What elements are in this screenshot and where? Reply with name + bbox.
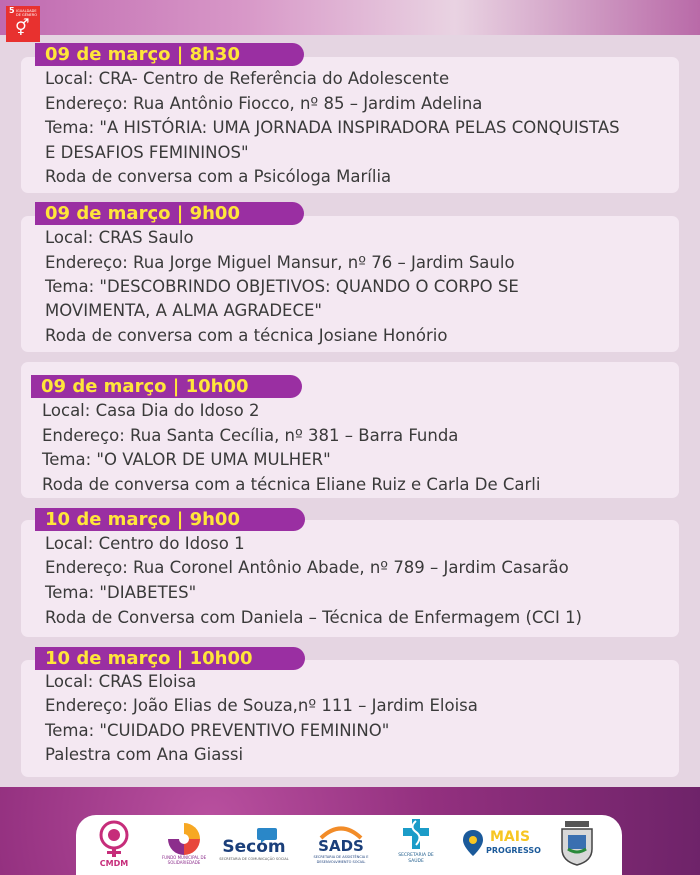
sads-sublabel: SECRETARIA DE ASSISTÊNCIA E DESENVOLVIMENTO SOCIAL [313,855,369,864]
event-date-1: 09 de março | 8h30 [35,43,304,66]
event-3-description: Roda de conversa com a técnica Eliane Ruiz e Carla De Carli [42,475,541,494]
event-2-description: Roda de conversa com a técnica Josiane Honório [45,326,448,345]
secom-sublabel: SECRETARIA DE COMUNICAÇÃO SOCIAL [219,857,289,861]
municipal-coat-of-arms-logo [554,815,600,875]
event-date-2: 09 de março | 9h00 [35,202,304,225]
event-5-theme: Tema: "CUIDADO PREVENTIVO FEMININO" [45,721,390,740]
fundo-solidariedade-label: FUNDO MUNICIPAL DE SOLIDARIEDADE [161,855,207,865]
cmdm-label: CMDM [99,859,129,868]
event-1-theme: Tema: "A HISTÓRIA: UMA JORNADA INSPIRADORA PELAS CONQUISTAS [45,118,620,137]
progresso-label: PROGRESSO [486,846,541,855]
secom-label: Secom [222,837,286,857]
event-4-local: Local: Centro do Idoso 1 [45,534,245,553]
sads-logo [308,815,374,875]
event-3-local: Local: Casa Dia do Idoso 2 [42,401,260,420]
event-4-description: Roda de Conversa com Daniela – Técnica de Enfermagem (CCI 1) [45,608,582,627]
mais-progresso-logo [460,815,541,875]
event-2-theme-cont: MOVIMENTA, A ALMA AGRADECE" [45,301,322,320]
sdg-goal-5-badge [6,6,40,42]
event-4-theme: Tema: "DIABETES" [45,583,197,602]
secretaria-saude-logo [394,815,438,875]
event-5-description: Palestra com Ana Giassi [45,745,244,764]
event-5-address: Endereço: João Elias de Souza,nº 111 – Jardim Eloisa [45,696,478,715]
sdg-number: 5 [9,6,15,15]
sads-label: SADS [318,837,364,855]
header-photo-strip [0,0,700,40]
cmdm-emblem-icon [94,819,134,863]
coat-of-arms-icon [557,821,597,867]
event-3-address: Endereço: Rua Santa Cecília, nº 381 – Barra Funda [42,426,459,445]
gender-equality-icon: ⚥ [15,18,30,37]
event-date-3: 09 de março | 10h00 [31,375,302,398]
event-2-theme: Tema: "DESCOBRINDO OBJETIVOS: QUANDO O CORPO SE [45,277,519,296]
health-caduceus-icon [401,817,431,851]
event-2-local: Local: CRAS Saulo [45,228,194,247]
cmdm-logo [94,815,134,875]
event-1-address: Endereço: Rua Antônio Fiocco, nº 85 – Jardim Adelina [45,94,483,113]
event-date-5: 10 de março | 10h00 [35,647,305,670]
event-5-local: Local: CRAS Eloisa [45,672,197,691]
secretaria-saude-label: SECRETARIA DE SAÚDE [398,853,434,864]
event-date-4: 10 de março | 9h00 [35,508,305,531]
event-1-local: Local: CRA- Centro de Referência do Adolescente [45,69,450,88]
sponsor-logos-bar [76,815,622,875]
event-1-description: Roda de conversa com a Psicóloga Marília [45,167,392,186]
mais-label: MAIS [490,829,531,845]
event-4-address: Endereço: Rua Coronel Antônio Abade, nº 789 – Jardim Casarão [45,558,569,577]
event-1-theme-cont: E DESAFIOS FEMININOS" [45,143,249,162]
fundo-solidariedade-icon [166,821,202,855]
location-pin-icon [462,829,484,857]
sdg-title: IGUALDADE DE GÊNERO [16,9,37,17]
secom-logo [216,815,292,875]
event-3-theme: Tema: "O VALOR DE UMA MULHER" [42,450,331,469]
event-2-address: Endereço: Rua Jorge Miguel Mansur, nº 76 – Jardim Saulo [45,253,515,272]
fundo-solidariedade-logo [154,815,214,875]
